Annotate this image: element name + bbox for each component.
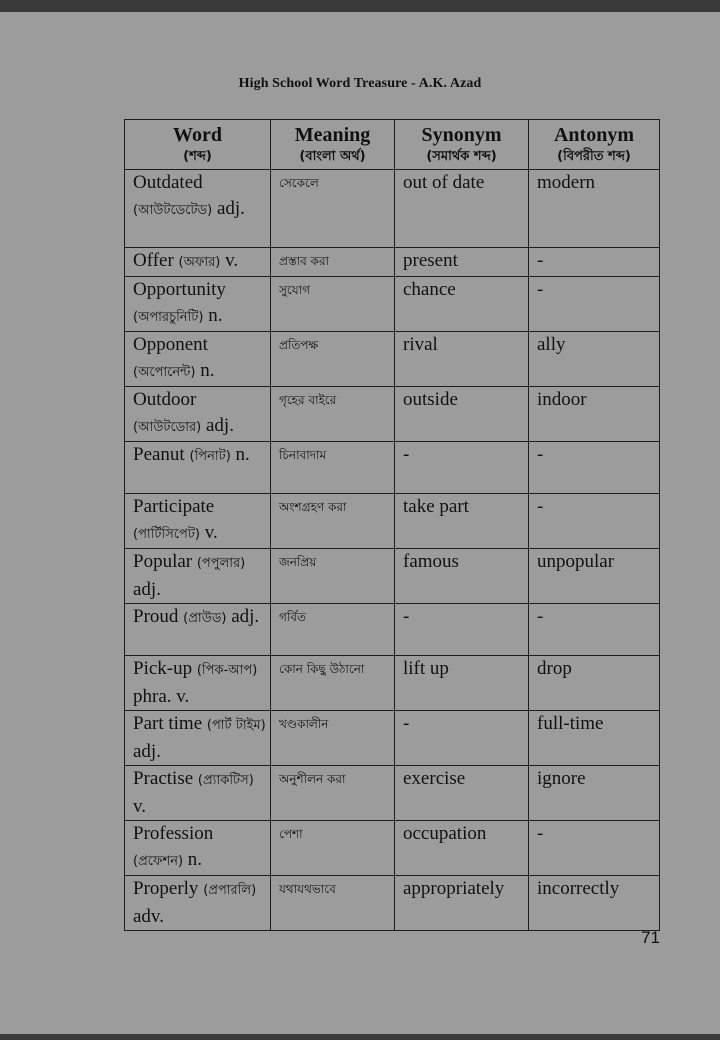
pronunciation-text: (পপুলার) [196,556,246,571]
antonym-cell: full-time [529,711,660,766]
word-text: Properly [133,878,199,899]
pronunciation-text: (অফার) [178,255,221,270]
word-text: Outdated [133,172,203,193]
antonym-cell: - [529,604,660,656]
word-cell [125,442,271,494]
part-of-speech-text: adj. [205,415,234,436]
synonym-cell: out of date [395,170,529,248]
part-of-speech-text: n. [187,849,203,870]
part-of-speech-text: adj. [216,198,245,219]
meaning-cell: প্রতিপক্ষ [271,332,395,387]
word-cell [125,656,271,711]
synonym-cell: exercise [395,766,529,821]
word-cell [125,277,271,332]
pronunciation-text: (পিক-আপ) [196,663,258,678]
pronunciation-text: (পার্টিসিপেট) [133,527,200,542]
word-cell [125,332,271,387]
word-text: Peanut [133,444,185,465]
top-bar [0,0,720,12]
column-header-word [125,120,271,170]
part-of-speech-text: adj. [133,741,161,762]
column-header-meaning [271,120,395,170]
column-subtitle: (বিপরীত শব্দ) [557,149,631,164]
antonym-cell: ally [529,332,660,387]
part-of-speech-text: adv. [133,906,164,927]
synonym-cell: present [395,248,529,277]
antonym-cell: unpopular [529,549,660,604]
page-header: High School Word Treasure - A.K. Azad [238,76,482,91]
meaning-cell: সেকেলে [271,170,395,248]
word-text: Practise [133,768,194,789]
part-of-speech-text: n. [235,444,250,465]
column-title: Antonym [553,124,634,146]
word-cell [125,170,271,248]
table-row [125,549,660,604]
column-title: Synonym [421,124,502,146]
meaning-cell: প্রস্তাব করা [271,248,395,277]
table-row [125,332,660,387]
table-row [125,170,660,248]
part-of-speech-text: v. [133,796,147,817]
word-cell [125,494,271,549]
column-subtitle: (বাংলা অর্থ) [299,149,366,164]
meaning-cell: গর্বিত [271,604,395,656]
table-row [125,442,660,494]
synonym-cell: - [395,711,529,766]
antonym-cell: indoor [529,387,660,442]
meaning-cell: চিনাবাদাম [271,442,395,494]
pronunciation-text: (অপারচুনিটি) [133,310,204,325]
part-of-speech-text: n. [208,305,223,326]
word-text: Opponent [133,334,208,355]
column-subtitle: (শব্দ) [183,149,212,164]
word-text: Outdoor [133,389,197,410]
synonym-cell: outside [395,387,529,442]
meaning-cell: অংশগ্রহণ করা [271,494,395,549]
table-row [125,248,660,277]
word-cell [125,604,271,656]
synonym-cell: - [395,442,529,494]
pronunciation-text: (প্র্যাকটিস) [197,773,254,788]
antonym-cell: - [529,248,660,277]
word-text: Popular [133,551,193,572]
word-text: Part time [133,713,203,734]
antonym-cell: ignore [529,766,660,821]
meaning-cell: কোন কিছু উঠানো [271,656,395,711]
pronunciation-text: (আউটডোর) [133,420,202,435]
table-row [125,387,660,442]
synonym-cell: occupation [395,821,529,876]
antonym-cell: - [529,277,660,332]
vocabulary-table [124,119,660,931]
meaning-cell: পেশা [271,821,395,876]
word-cell [125,766,271,821]
antonym-cell: modern [529,170,660,248]
bottom-bar [0,1034,720,1040]
word-cell [125,821,271,876]
table-row [125,821,660,876]
word-text: Offer [133,250,174,271]
pronunciation-text: (প্রপারলি) [203,883,257,898]
column-subtitle: (সমার্থক শব্দ) [426,149,497,164]
meaning-cell: সুযোগ [271,277,395,332]
word-cell [125,387,271,442]
pronunciation-text: (প্রাউড) [183,611,227,626]
pronunciation-text: (পার্ট টাইম) [206,718,266,733]
antonym-cell: incorrectly [529,876,660,931]
part-of-speech-text: v. [225,250,239,271]
antonym-cell: - [529,821,660,876]
column-header-synonym [395,120,529,170]
synonym-cell: famous [395,549,529,604]
pronunciation-text: (অপোনেন্ট) [133,365,196,380]
table-row [125,277,660,332]
column-title: Meaning [294,124,371,146]
part-of-speech-text: n. [200,360,215,381]
word-cell [125,549,271,604]
table-row [125,604,660,656]
meaning-cell: জনপ্রিয় [271,549,395,604]
word-text: Proud [133,606,179,627]
synonym-cell: - [395,604,529,656]
synonym-cell: appropriately [395,876,529,931]
table-row [125,494,660,549]
part-of-speech-text: adj. [133,579,161,600]
table-row [125,656,660,711]
synonym-cell: chance [395,277,529,332]
word-text: Opportunity [133,279,226,300]
column-title: Word [173,124,222,146]
synonym-cell: take part [395,494,529,549]
table-header-row [125,120,660,170]
table-row [125,711,660,766]
word-text: Participate [133,496,215,517]
part-of-speech-text: phra. v. [133,686,190,707]
synonym-cell: lift up [395,656,529,711]
meaning-cell: গৃহের বাইরে [271,387,395,442]
pronunciation-text: (আউটডেটেড) [133,203,213,218]
meaning-cell: অনুশীলন করা [271,766,395,821]
word-text: Pick-up [133,658,193,679]
pronunciation-text: (পিনাট) [189,449,231,464]
part-of-speech-text: v. [204,522,218,543]
word-cell [125,711,271,766]
antonym-cell: - [529,494,660,549]
antonym-cell: drop [529,656,660,711]
table-row [125,766,660,821]
table-row [125,876,660,931]
part-of-speech-text: adj. [231,606,260,627]
column-header-antonym [529,120,660,170]
word-cell [125,876,271,931]
antonym-cell: - [529,442,660,494]
pronunciation-text: (প্রফেশন) [133,854,184,869]
meaning-cell: খণ্ডকালীন [271,711,395,766]
meaning-cell: যথাযথভাবে [271,876,395,931]
word-text: Profession [133,823,214,844]
word-cell [125,248,271,277]
page-number: 71 [641,928,660,947]
synonym-cell: rival [395,332,529,387]
